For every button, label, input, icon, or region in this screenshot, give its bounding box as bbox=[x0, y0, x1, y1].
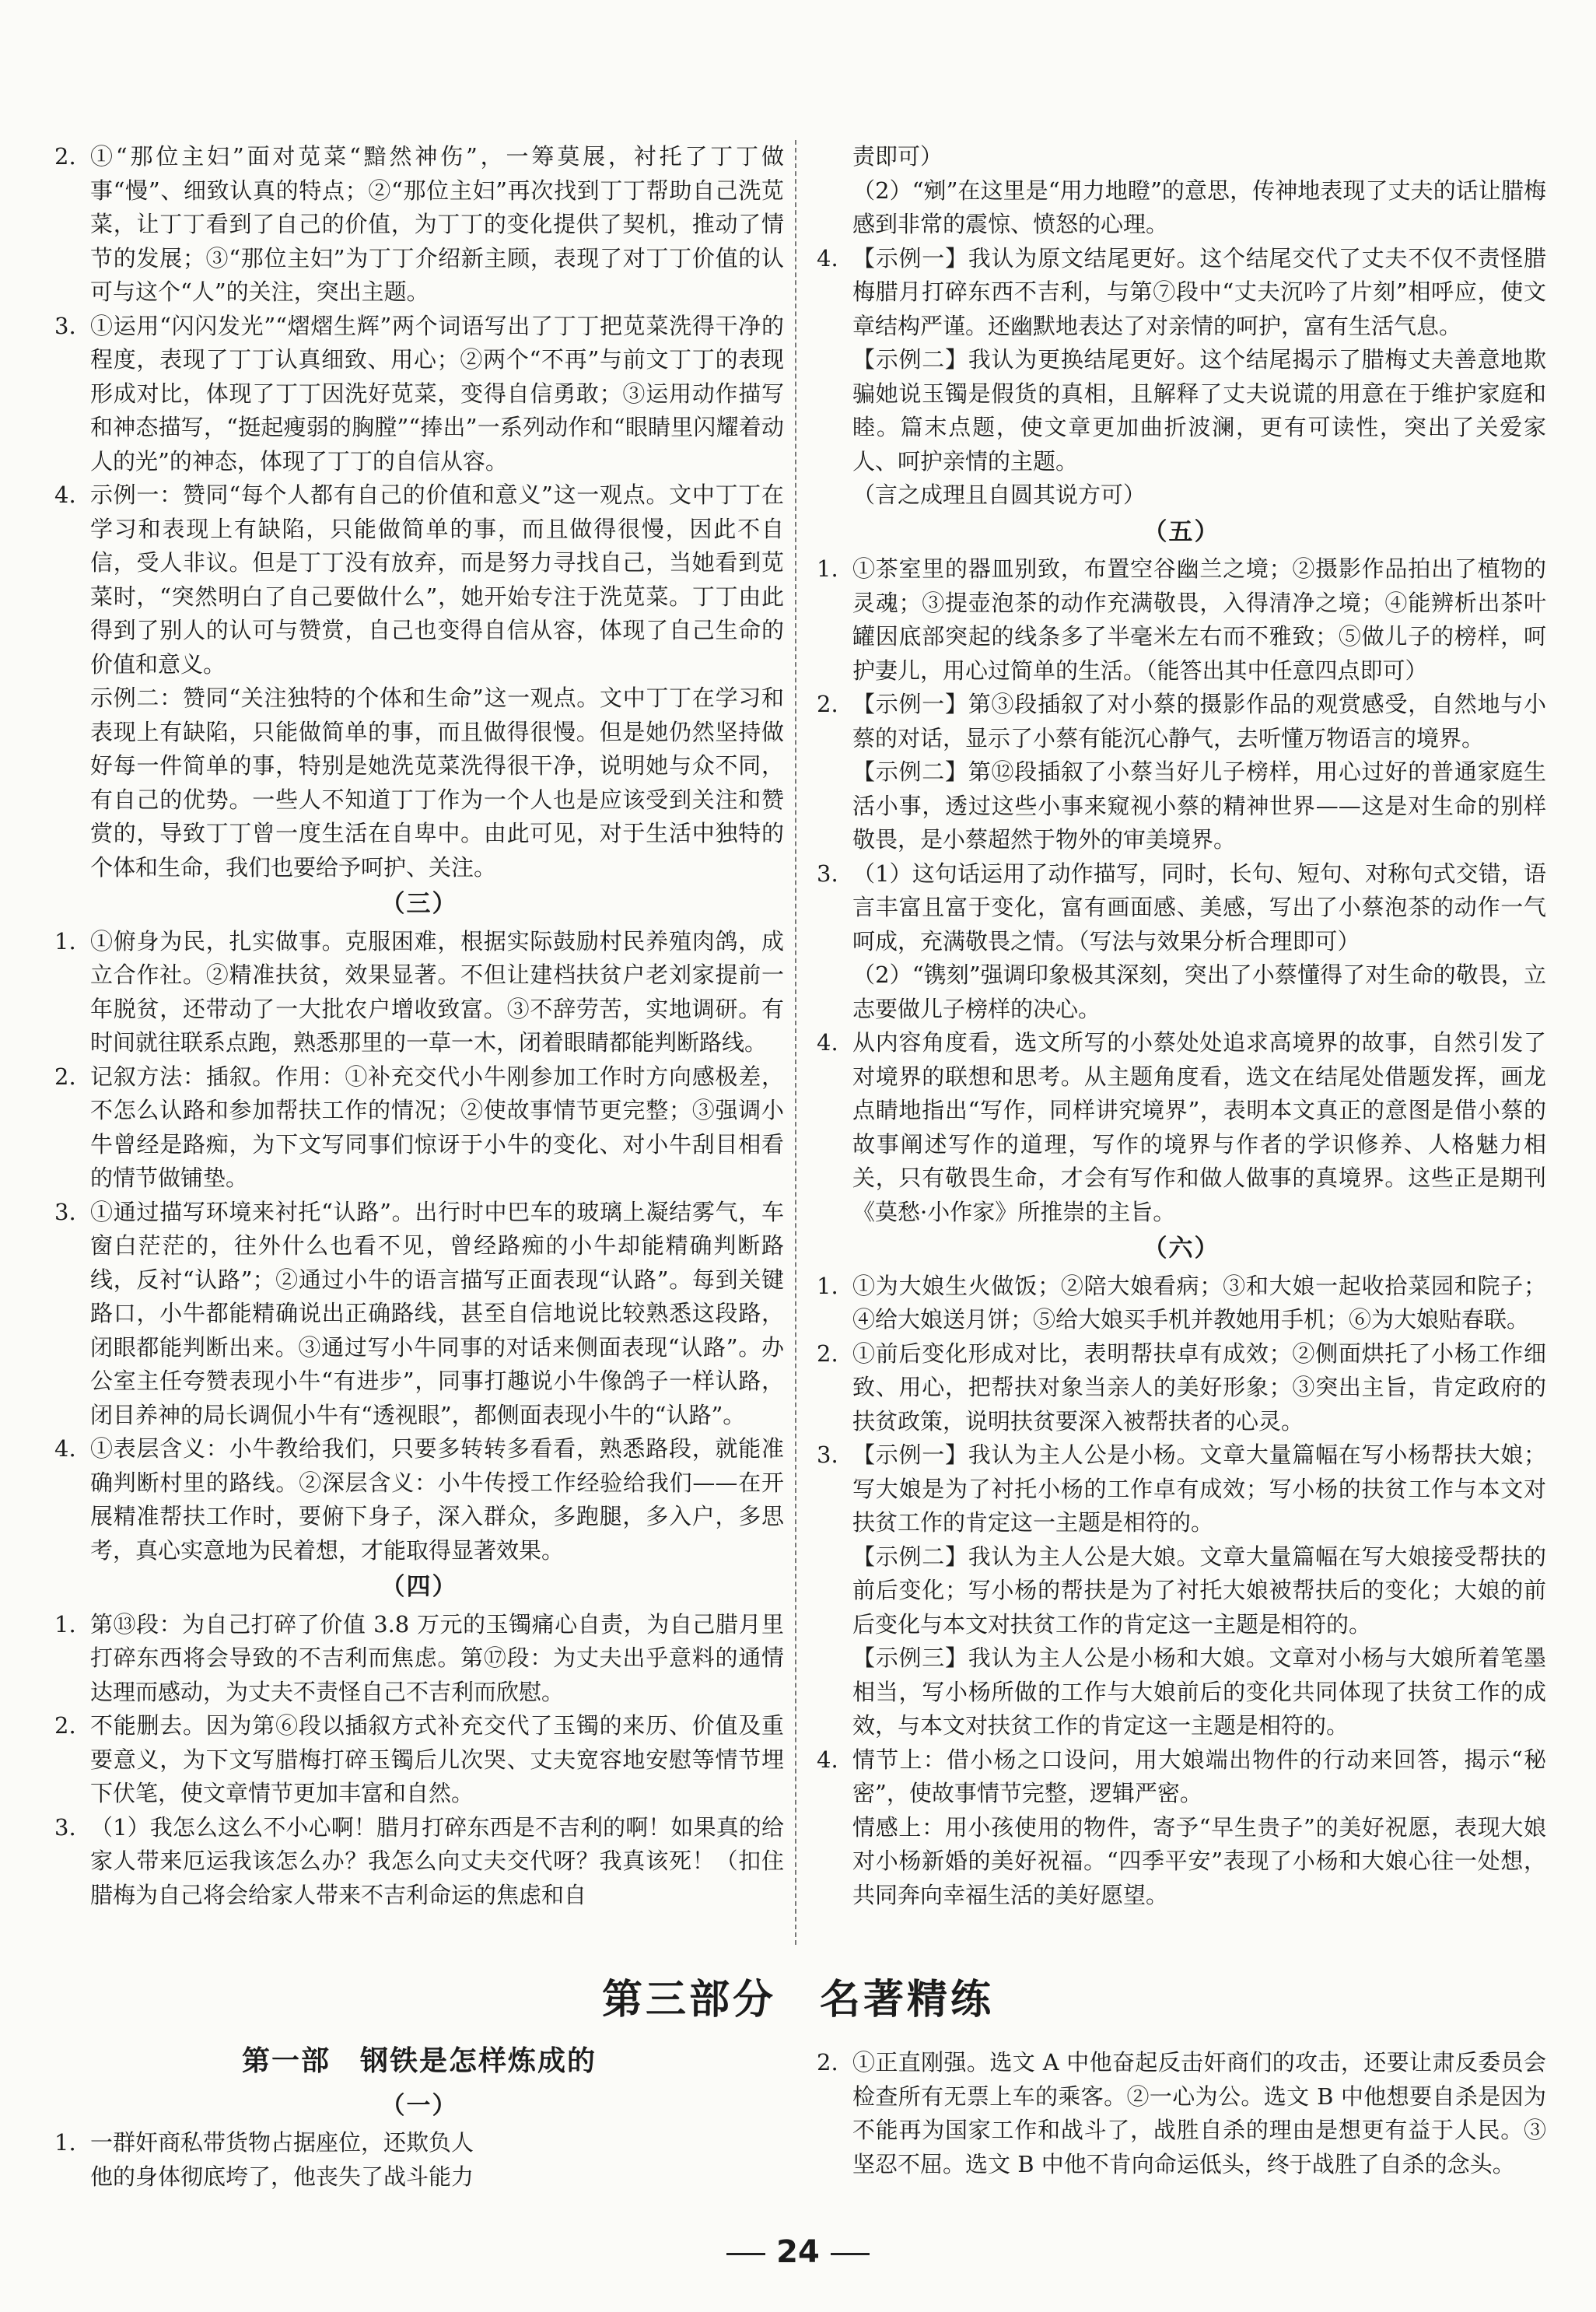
answer-note: （言之成理且自圆其说方可） bbox=[852, 482, 1146, 508]
answer-item: 4. ①表层含义：小牛教给我们，只要多转转多看看，熟悉路段，就能准确判断村里的路线。②深层含义：小牛传授工作经验给我们——在开展精准帮扶工作时，要俯下身子，深入群众，多跑腿，多入户，多思考，真心实意地为民着想，才能取得显著效果。 bbox=[54, 1435, 784, 1564]
answer-item: 3. （1）这句话运用了动作描写，同时，长句、短句、对称句式交错，语言丰富且富于变化，富有画面感、美感，写出了小蔡泡茶的动作一气呵成，充满敬畏之情。（写法与效果分析合理即可） bbox=[817, 860, 1546, 955]
answer-sub: 情感上：用小孩使用的物件，寄予“早生贵子”的美好祝愿，表现大娘对小杨新婚的美好祝福。“四季平安”表现了小杨和大娘心往一处想，共同奔向幸福生活的美好愿望。 bbox=[852, 1813, 1546, 1908]
right-column bbox=[817, 140, 1546, 1912]
answer-item: 4. 从内容角度看，选文所写的小蔡处处追求高境界的故事，自然引发了对境界的联想和思考。从主题角度看，选文在结尾处借题发挥，画龙点睛地指出“写作，同样讲究境界”，表明本文真正的意图是借小蔡的故事阐述写作的道理，写作的境界与作者的学识修养、人格魅力相关，只有敬畏生命，才会有写作和做人做事的真境界。这些正是期刊《莫愁·小作家》所推崇的主旨。 bbox=[817, 1029, 1546, 1225]
section-heading: （一） bbox=[380, 2091, 458, 2120]
part-title bbox=[0, 1967, 1596, 2025]
part-name: 名著精练 bbox=[820, 1977, 995, 2023]
answer-item: 4. 示例一：赞同“每个人都有自己的价值和意义”这一观点。文中丁丁在学习和表现上有缺陷，只能做简单的事，而且做得很慢，因此不自信，受人非议。但是丁丁没有放弃，而是努力寻找自己，当她看到苋菜时，“突然明白了自己要做什么”，她开始专注于洗苋菜。丁丁由此得到了别人的认可与赞赏，自己也变得自信从容，体现了自己生命的价值和意义。 bbox=[54, 482, 784, 678]
answer-sub: 他的身体彻底垮了，他丧失了战斗能力 bbox=[90, 2163, 474, 2190]
answer-item: 1. 一群奸商私带货物占据座位，还欺负人 bbox=[54, 2129, 474, 2156]
answer-item: 3. （1）我怎么这么不小心啊！腊月打碎东西是不吉利的啊！如果真的给家人带来厄运我该怎么办？我怎么向丈夫交代呀？我真该死！（扣住腊梅为自己将会给家人带来不吉利命运的焦虑和自 bbox=[54, 1813, 784, 1908]
answer-example: 【示例二】我认为更换结尾更好。这个结尾揭示了腊梅丈夫善意地欺骗她说玉镯是假货的真相，且解释了丈夫说谎的用意在于维护家庭和睦。篇末点题，使文章更加曲折波澜，更有可读性，突出了关爱家人、呵护亲情的主题。 bbox=[852, 346, 1546, 475]
section-heading: （五） bbox=[1143, 517, 1220, 546]
part-label: 第三部分 bbox=[601, 1977, 776, 2023]
answer-item: 1. ①茶室里的器皿别致，布置空谷幽兰之境；②摄影作品拍出了植物的灵魂；③提壶泡茶的动作充满敬畏，入得清净之境；④能辨析出茶叶罐因底部突起的线条多了半毫米左右而不雅致；⑤做儿子的榜样，呵护妻儿，用心过简单的生活。（能答出其中任意四点即可） bbox=[817, 555, 1546, 684]
answer-example: 【示例三】我认为主人公是小杨和大娘。文章对小杨与大娘所着笔墨相当，写小杨所做的工作与大娘前后的变化共同体现了扶贫工作的成效，与本文对扶贫工作的肯定这一主题是相符的。 bbox=[852, 1645, 1546, 1739]
answer-item: 2. 不能删去。因为第⑥段以插叙方式补充交代了玉镯的来历、价值及重要意义，为下文写腊梅打碎玉镯后儿次哭、丈夫宽容地安慰等情节埋下伏笔，使文章情节更加丰富和自然。 bbox=[54, 1712, 784, 1806]
answer-item: 3. 【示例一】我认为主人公是小杨。文章大量篇幅在写小杨帮扶大娘；写大娘是为了衬托小杨的工作卓有成效；写小杨的扶贫工作与本文对扶贫工作的肯定这一主题是相符的。 bbox=[817, 1441, 1546, 1536]
answer-item: 1. ①为大娘生火做饭；②陪大娘看病；③和大娘一起收拾菜园和院子；④给大娘送月饼；⑤给大娘买手机并教她用手机；⑥为大娘贴春联。 bbox=[817, 1272, 1546, 1333]
answer-item: 1. 第⑬段：为自己打碎了价值 3.8 万元的玉镯痛心自责，为自己腊月里打碎东西将会导致的不吉利而焦虑。第⑰段：为丈夫出乎意料的通情达理而感动，为丈夫不责怪自己不吉利而欣慰。 bbox=[54, 1610, 784, 1705]
section-heading: （四） bbox=[380, 1573, 458, 1601]
answer-item: 2. 记叙方法：插叙。作用：①补充交代小牛刚参加工作时方向感极差，不怎么认路和参加帮扶工作的情况；②使故事情节更完整；③强调小牛曾经是路痴，为下文写同事们惊讶于小牛的变化、对小牛刮目相看的情节做铺垫。 bbox=[54, 1063, 784, 1191]
answer-item: 1. ①俯身为民，扎实做事。克服困难，根据实际鼓励村民养殖肉鸽，成立合作社。②精准扶贫，效果显著。不但让建档扶贫户老刘家提前一年脱贫，还带动了一大批农户增收致富。③不辞劳苦，实地调研。有时间就往联系点跑，熟悉那里的一草一木，闭着眼睛都能判断路线。 bbox=[54, 927, 784, 1056]
dash-right bbox=[831, 2253, 870, 2255]
answer-item: 4. 情节上：借小杨之口设问，用大娘端出物件的行动来回答，揭示“秘密”，使故事情节完整，逻辑严密。 bbox=[817, 1746, 1546, 1806]
column-divider bbox=[795, 140, 796, 1945]
left-column bbox=[54, 140, 784, 1912]
answer-sub: （2）“剜”在这里是“用力地瞪”的意思，传神地表现了丈夫的话让腊梅感到非常的震惊、愤怒的心理。 bbox=[852, 177, 1546, 237]
answer-example: 示例二：赞同“关注独特的个体和生命”这一观点。文中丁丁在学习和表现上有缺陷，只能做简单的事，而且做得很慢。但是她仍然坚持做好每一件简单的事，特别是她洗苋菜洗得很干净，说明她与众不同，有自己的优势。一些人不知道丁丁作为一个人也是应该受到关注和赞赏的，导致丁丁曾一度生活在自卑中。由此可见，对于生活中独特的个体和生命，我们也要给予呵护、关注。 bbox=[90, 685, 784, 881]
bottom-left-block bbox=[54, 2044, 784, 2194]
answer-item: 2. ①前后变化形成对比，表明帮扶卓有成效；②侧面烘托了小杨工作细致、用心，把帮扶对象当亲人的美好形象；③突出主旨，肯定政府的扶贫政策，说明扶贫要深入被帮扶者的心灵。 bbox=[817, 1340, 1546, 1434]
page-number: 24 bbox=[0, 2234, 1596, 2270]
dash-left bbox=[726, 2253, 765, 2255]
section-heading: （三） bbox=[380, 890, 458, 918]
answer-example: 【示例二】第⑫段插叙了小蔡当好儿子榜样，用心过好的普通家庭生活小事，透过这些小事来窥视小蔡的精神世界——这是对生命的别样敬畏，是小蔡超然于物外的审美境界。 bbox=[852, 758, 1546, 853]
book-title: 第一部 钢铁是怎样炼成的 bbox=[241, 2044, 597, 2077]
answer-item: 3. ①通过描写环境来衬托“认路”。出行时中巴车的玻璃上凝结雾气，车窗白茫茫的，往外什么也看不见，曾经路痴的小牛却能精确判断路线，反衬“认路”；②通过小牛的语言描写正面表现“认路”。每到关键路口，小牛都能精确说出正确路线，甚至自信地说比较熟悉这段路，闭眼都能判断出来。③通过写小牛同事的对话来侧面表现“认路”。办公室主任夸赞表现小牛“有进步”，同事打趣说小牛像鸽子一样认路，闭目养神的局长调侃小牛有“透视眼”，都侧面表现小牛的“认路”。 bbox=[54, 1198, 784, 1428]
answer-item: 2. ①正直刚强。选文 A 中他奋起反击奸商们的攻击，还要让肃反委员会检查所有无票上车的乘客。②一心为公。选文 B 中他想要自杀是因为不能再为国家工作和战斗了，战胜自杀的理由是想更有益于人民。③坚忍不屈。选文 B 中他不肯向命运低头，终于战胜了自杀的念头。 bbox=[817, 2049, 1546, 2177]
bottom-right-block bbox=[817, 2046, 1546, 2181]
answer-item: 2. ①“那位主妇”面对苋菜“黯然神伤”，一筹莫展，衬托了丁丁做事“慢”、细致认真的特点；②“那位主妇”再次找到丁丁帮助自己洗苋菜，让丁丁看到了自己的价值，为丁丁的变化提供了契机，推动了情节的发展；③“那位主妇”为丁丁介绍新主顾，表现了对丁丁价值的认可与这个“人”的关注，突出主题。 bbox=[54, 143, 784, 305]
answer-item: 2. 【示例一】第③段插叙了对小蔡的摄影作品的观赏感受，自然地与小蔡的对话，显示了小蔡有能沉心静气，去听懂万物语言的境界。 bbox=[817, 691, 1546, 751]
answer-item: 3. ①运用“闪闪发光”“熠熠生辉”两个词语写出了丁丁把苋菜洗得干净的程度，表现了丁丁认真细致、用心；②两个“不再”与前文丁丁的表现形成对比，体现了丁丁因洗好苋菜，变得自信勇敢；③运用动作描写和神态描写，“挺起瘦弱的胸膛”“捧出”一系列动作和“眼睛里闪耀着动人的光”的神态，体现了丁丁的自信从容。 bbox=[54, 312, 784, 475]
answer-example: 【示例二】我认为主人公是大娘。文章大量篇幅在写大娘接受帮扶的前后变化；写小杨的帮扶是为了衬托大娘被帮扶后的变化；大娘的前后变化与本文对扶贫工作的肯定这一主题是相符的。 bbox=[852, 1543, 1546, 1638]
answer-sub: （2）“镌刻”强调印象极其深刻，突出了小蔡懂得了对生命的敬畏，立志要做儿子榜样的决心。 bbox=[852, 962, 1546, 1022]
section-heading: （六） bbox=[1143, 1235, 1220, 1263]
answer-item: 4. 【示例一】我认为原文结尾更好。这个结尾交代了丈夫不仅不责怪腊梅腊月打碎东西不吉利，与第⑦段中“丈夫沉吟了片刻”相呼应，使文章结构严谨。还幽默地表达了对亲情的呵护，富有生活气息。 bbox=[817, 244, 1546, 339]
continued-text: 责即可） bbox=[852, 143, 943, 170]
